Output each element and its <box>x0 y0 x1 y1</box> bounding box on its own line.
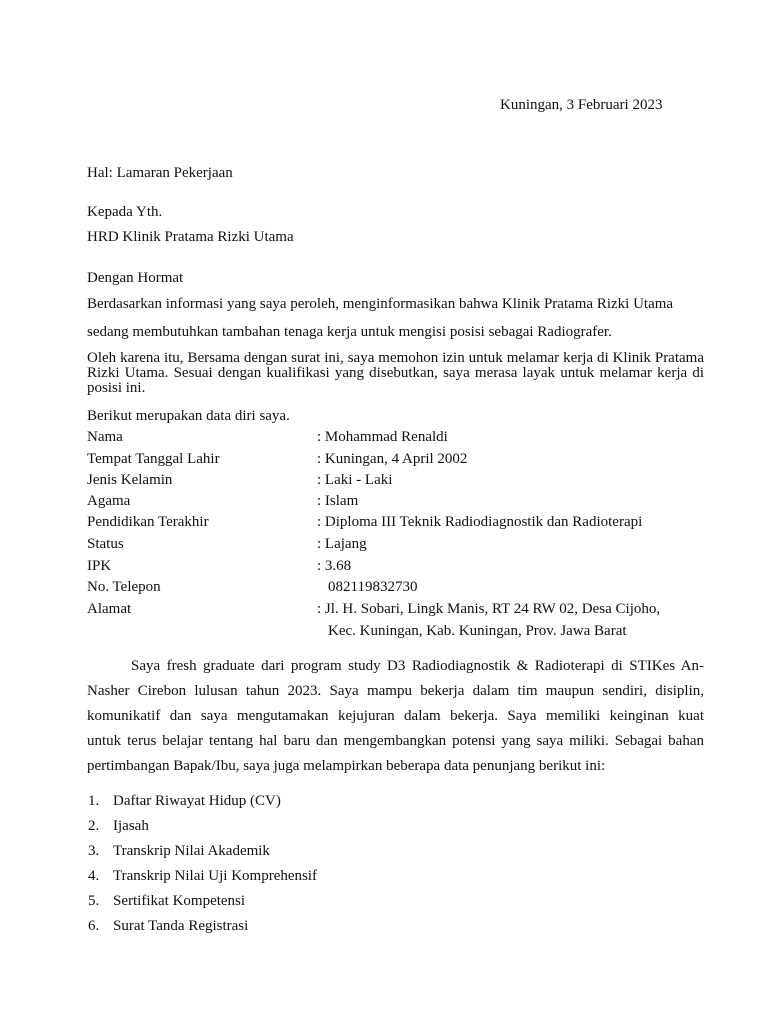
list-number: 1. <box>88 793 100 809</box>
data-value: : Lajang <box>317 535 367 553</box>
list-item: Transkrip Nilai Uji Komprehensif <box>113 868 318 884</box>
recipient-name: HRD Klinik Pratama Rizki Utama <box>87 229 294 245</box>
data-label: Nama <box>87 429 123 445</box>
list-item: Sertifikat Kompetensi <box>113 893 246 909</box>
data-value: : Mohammad Renaldi <box>317 428 448 446</box>
body-line: Nasher Cirebon lulusan tahun 2023. Saya mampu bekerja dalam tim maupun sendiri, disiplin, <box>87 683 704 699</box>
data-value: 082119832730 <box>328 579 418 595</box>
data-label: IPK <box>87 558 112 574</box>
body-line: komunikatif dan saya mengutamakan kejujuran dalam bekerja. Saya memiliki keinginan kuat <box>87 708 704 724</box>
data-value: : Kuningan, 4 April 2002 <box>317 450 467 468</box>
data-label: Jenis Kelamin <box>87 472 173 488</box>
list-number: 5. <box>88 893 100 909</box>
data-value: : Laki - Laki <box>317 471 392 489</box>
data-label: Agama <box>87 493 131 509</box>
data-label: Alamat <box>87 601 132 617</box>
data-value: : Diploma III Teknik Radiodiagnostik dan Radioterapi <box>317 513 642 531</box>
greeting: Dengan Hormat <box>87 270 184 286</box>
list-item: Transkrip Nilai Akademik <box>113 843 270 859</box>
list-number: 4. <box>88 868 100 884</box>
intro-line-1: Berdasarkan informasi yang saya peroleh, menginformasikan bahwa Klinik Pratama Rizki Utama <box>87 296 674 312</box>
data-intro: Berikut merupakan data diri saya. <box>87 408 290 424</box>
list-item: Ijasah <box>113 818 149 834</box>
data-value: : 3.68 <box>317 557 351 575</box>
data-value: : Jl. H. Sobari, Lingk Manis, RT 24 RW 02, Desa Cijoho, <box>317 600 660 618</box>
list-number: 3. <box>88 843 100 859</box>
list-number: 2. <box>88 818 100 834</box>
application-paragraph: Oleh karena itu, Bersama dengan surat ini, saya memohon izin untuk melamar kerja di Klinik Pratama Rizki Utama. Sesuai dengan kualifikasi yang disebutkan, saya merasa layak untuk melamar kerja di posisi ini. <box>87 350 704 396</box>
intro-line-2: sedang membutuhkan tambahan tenaga kerja untuk mengisi posisi sebagai Radiografer. <box>87 324 612 340</box>
body-line: untuk terus belajar tentang hal baru dan mengembangkan potensi yang saya miliki. Sebagai bahan <box>87 733 704 749</box>
data-label: Pendidikan Terakhir <box>87 514 209 530</box>
list-item: Daftar Riwayat Hidup (CV) <box>113 793 281 809</box>
address-line-2: Kec. Kuningan, Kab. Kuningan, Prov. Jawa Barat <box>328 623 627 639</box>
data-value: : Islam <box>317 492 358 510</box>
place-date: Kuningan, 3 Februari 2023 <box>500 97 663 113</box>
data-label: No. Telepon <box>87 579 161 595</box>
subject-line: Hal: Lamaran Pekerjaan <box>87 165 233 181</box>
recipient-salutation: Kepada Yth. <box>87 204 163 220</box>
body-line: Saya fresh graduate dari program study D3 Radiodiagnostik & Radioterapi di STIKes An- <box>131 658 704 674</box>
data-label: Tempat Tanggal Lahir <box>87 451 220 467</box>
list-number: 6. <box>88 918 100 934</box>
data-label: Status <box>87 536 124 552</box>
list-item: Surat Tanda Registrasi <box>113 918 249 934</box>
body-line: pertimbangan Bapak/Ibu, saya juga melampirkan beberapa data penunjang berikut ini: <box>87 758 606 774</box>
